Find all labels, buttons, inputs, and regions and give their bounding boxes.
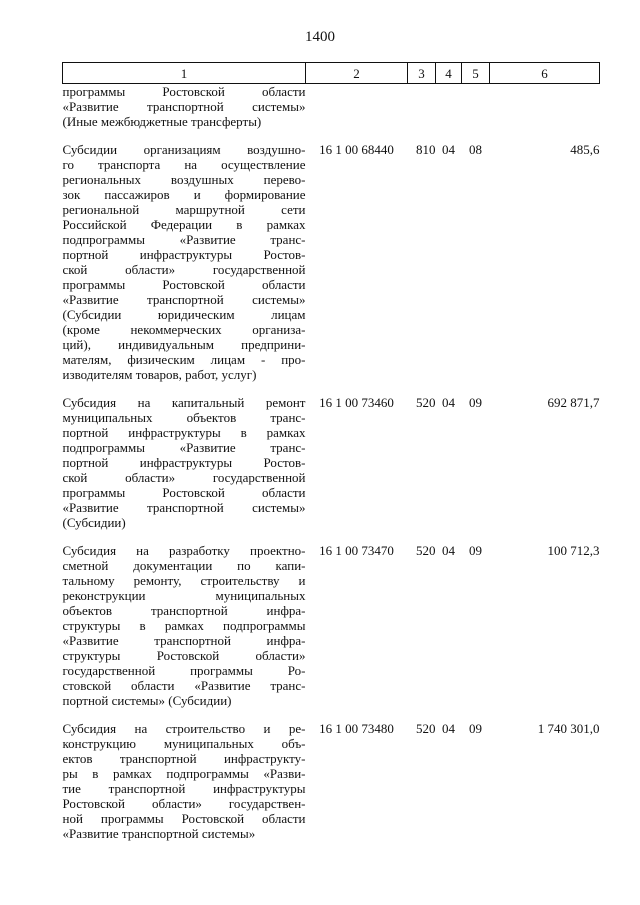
row-name-line: структуры в рамках подпрограммы	[62, 618, 306, 633]
row-name-line: стовской области «Развитие транс-	[62, 678, 306, 693]
row-spacer	[63, 129, 600, 142]
row-name-line: ской области» государственной	[62, 262, 306, 277]
row-spacer-cell	[63, 530, 600, 543]
row-vr: 520	[416, 395, 436, 410]
row-name-line: изводителям товаров, работ, услуг)	[62, 367, 257, 382]
row-name-line: государственной программы Ро-	[62, 663, 306, 678]
table-row	[63, 142, 600, 382]
row-name-line: ры в рамках подпрограммы «Разви-	[62, 766, 306, 781]
row-pr: 09	[469, 543, 482, 558]
row-name-line: зок пассажиров и формирование	[62, 187, 306, 202]
row-name-line: «Развитие транспортной системы»	[62, 292, 306, 307]
row-amount: 1 740 301,0	[537, 721, 600, 736]
table-body	[63, 84, 600, 842]
row-name-line: тие транспортной инфраструктуры	[62, 781, 306, 796]
row-name	[63, 142, 306, 382]
row-name-line: программы Ростовской области	[62, 277, 306, 292]
table-row	[63, 543, 600, 708]
column-header-1: 1	[63, 63, 306, 84]
row-name-line: «Развитие транспортной системы»	[62, 99, 306, 114]
row-name-line: (Субсидии)	[62, 515, 126, 530]
row-name-line: Субсидия на капитальный ремонт	[62, 395, 306, 410]
row-rz: 04	[442, 142, 455, 157]
row-name-line: Ростовской области» государствен-	[62, 796, 306, 811]
row-rz: 04	[442, 395, 455, 410]
row-name-line: ций), индивидуальным предприни-	[62, 337, 306, 352]
row-name-line: ектов транспортной инфраструкту-	[62, 751, 306, 766]
row-spacer-cell	[63, 708, 600, 721]
row-vr: 520	[416, 543, 436, 558]
row-spacer	[63, 530, 600, 543]
row-name	[63, 721, 306, 841]
row-name-line: мателям, физическим лицам - про-	[62, 352, 306, 367]
row-rz: 04	[442, 543, 455, 558]
row-name-line: программы Ростовской области	[62, 84, 306, 99]
row-name-line: региональных воздушных перево-	[62, 172, 306, 187]
column-header-6: 6	[490, 63, 600, 84]
row-pr: 09	[469, 395, 482, 410]
row-name-line: Субсидия на разработку проектно-	[62, 543, 306, 558]
page-number: 1400	[305, 29, 335, 45]
row-name-line: конструкцию муниципальных объ-	[62, 736, 306, 751]
row-name-line: подпрограммы «Развитие транс-	[62, 440, 306, 455]
row-name	[63, 543, 306, 708]
row-name-line: «Развитие транспортной системы»	[62, 500, 306, 515]
row-name-line: программы Ростовской области	[62, 485, 306, 500]
row-spacer	[63, 382, 600, 395]
row-name-line: структуры Ростовской области»	[62, 648, 306, 663]
row-pr: 08	[469, 142, 482, 157]
row-pr: 09	[469, 721, 482, 736]
row-name-line: (Иные межбюджетные трансферты)	[62, 114, 262, 129]
row-name-line: ской области» государственной	[62, 470, 306, 485]
row-name-line: (Субсидии юридическим лицам	[62, 307, 306, 322]
row-name-line: портной инфраструктуры Ростов-	[62, 455, 306, 470]
budget-table	[62, 62, 600, 841]
row-pr	[462, 84, 490, 130]
table-row	[63, 84, 600, 130]
table-row	[63, 721, 600, 841]
row-name-line: (кроме некоммерческих организа-	[62, 322, 306, 337]
row-name-line: Субсидия на строительство и ре-	[62, 721, 306, 736]
row-amount: 100 712,3	[547, 543, 600, 558]
table-row	[63, 395, 600, 530]
row-name-line: го транспорта на осуществление	[62, 157, 306, 172]
row-name-line: реконструкции муниципальных	[62, 588, 306, 603]
row-name	[63, 395, 306, 530]
row-code: 16 1 00 68440	[319, 142, 394, 157]
row-code: 16 1 00 73480	[319, 721, 394, 736]
row-amount	[490, 84, 600, 130]
row-spacer-cell	[63, 382, 600, 395]
row-name-line: портной системы» (Субсидии)	[62, 693, 232, 708]
row-vr: 810	[416, 142, 436, 157]
row-amount: 692 871,7	[547, 395, 600, 410]
column-header-5: 5	[462, 63, 490, 84]
column-header-3: 3	[408, 63, 436, 84]
row-name-line: Российской Федерации в рамках	[62, 217, 306, 232]
row-name	[63, 84, 306, 130]
row-spacer-cell	[63, 129, 600, 142]
row-code	[306, 84, 408, 130]
column-header-4: 4	[436, 63, 462, 84]
column-number-header	[63, 63, 600, 84]
column-header-2: 2	[306, 63, 408, 84]
row-name-line: сметной документации по капи-	[62, 558, 306, 573]
row-name-line: портной инфраструктуры в рамках	[62, 425, 306, 440]
row-name-line: «Развитие транспортной системы»	[62, 826, 256, 841]
row-spacer	[63, 708, 600, 721]
row-rz	[436, 84, 462, 130]
row-amount: 485,6	[570, 142, 600, 157]
row-name-line: муниципальных объектов транс-	[62, 410, 306, 425]
row-name-line: тальному ремонту, строительству и	[62, 573, 306, 588]
row-name-line: Субсидии организациям воздушно-	[62, 142, 306, 157]
row-name-line: «Развитие транспортной инфра-	[62, 633, 306, 648]
row-name-line: подпрограммы «Развитие транс-	[62, 232, 306, 247]
row-code: 16 1 00 73460	[319, 395, 394, 410]
row-name-line: региональной маршрутной сети	[62, 202, 306, 217]
row-vr: 520	[416, 721, 436, 736]
row-name-line: объектов транспортной инфра-	[62, 603, 306, 618]
row-name-line: портной инфраструктуры Ростов-	[62, 247, 306, 262]
row-name-line: ной программы Ростовской области	[62, 811, 306, 826]
row-code: 16 1 00 73470	[319, 543, 394, 558]
row-vr	[408, 84, 436, 130]
row-rz: 04	[442, 721, 455, 736]
